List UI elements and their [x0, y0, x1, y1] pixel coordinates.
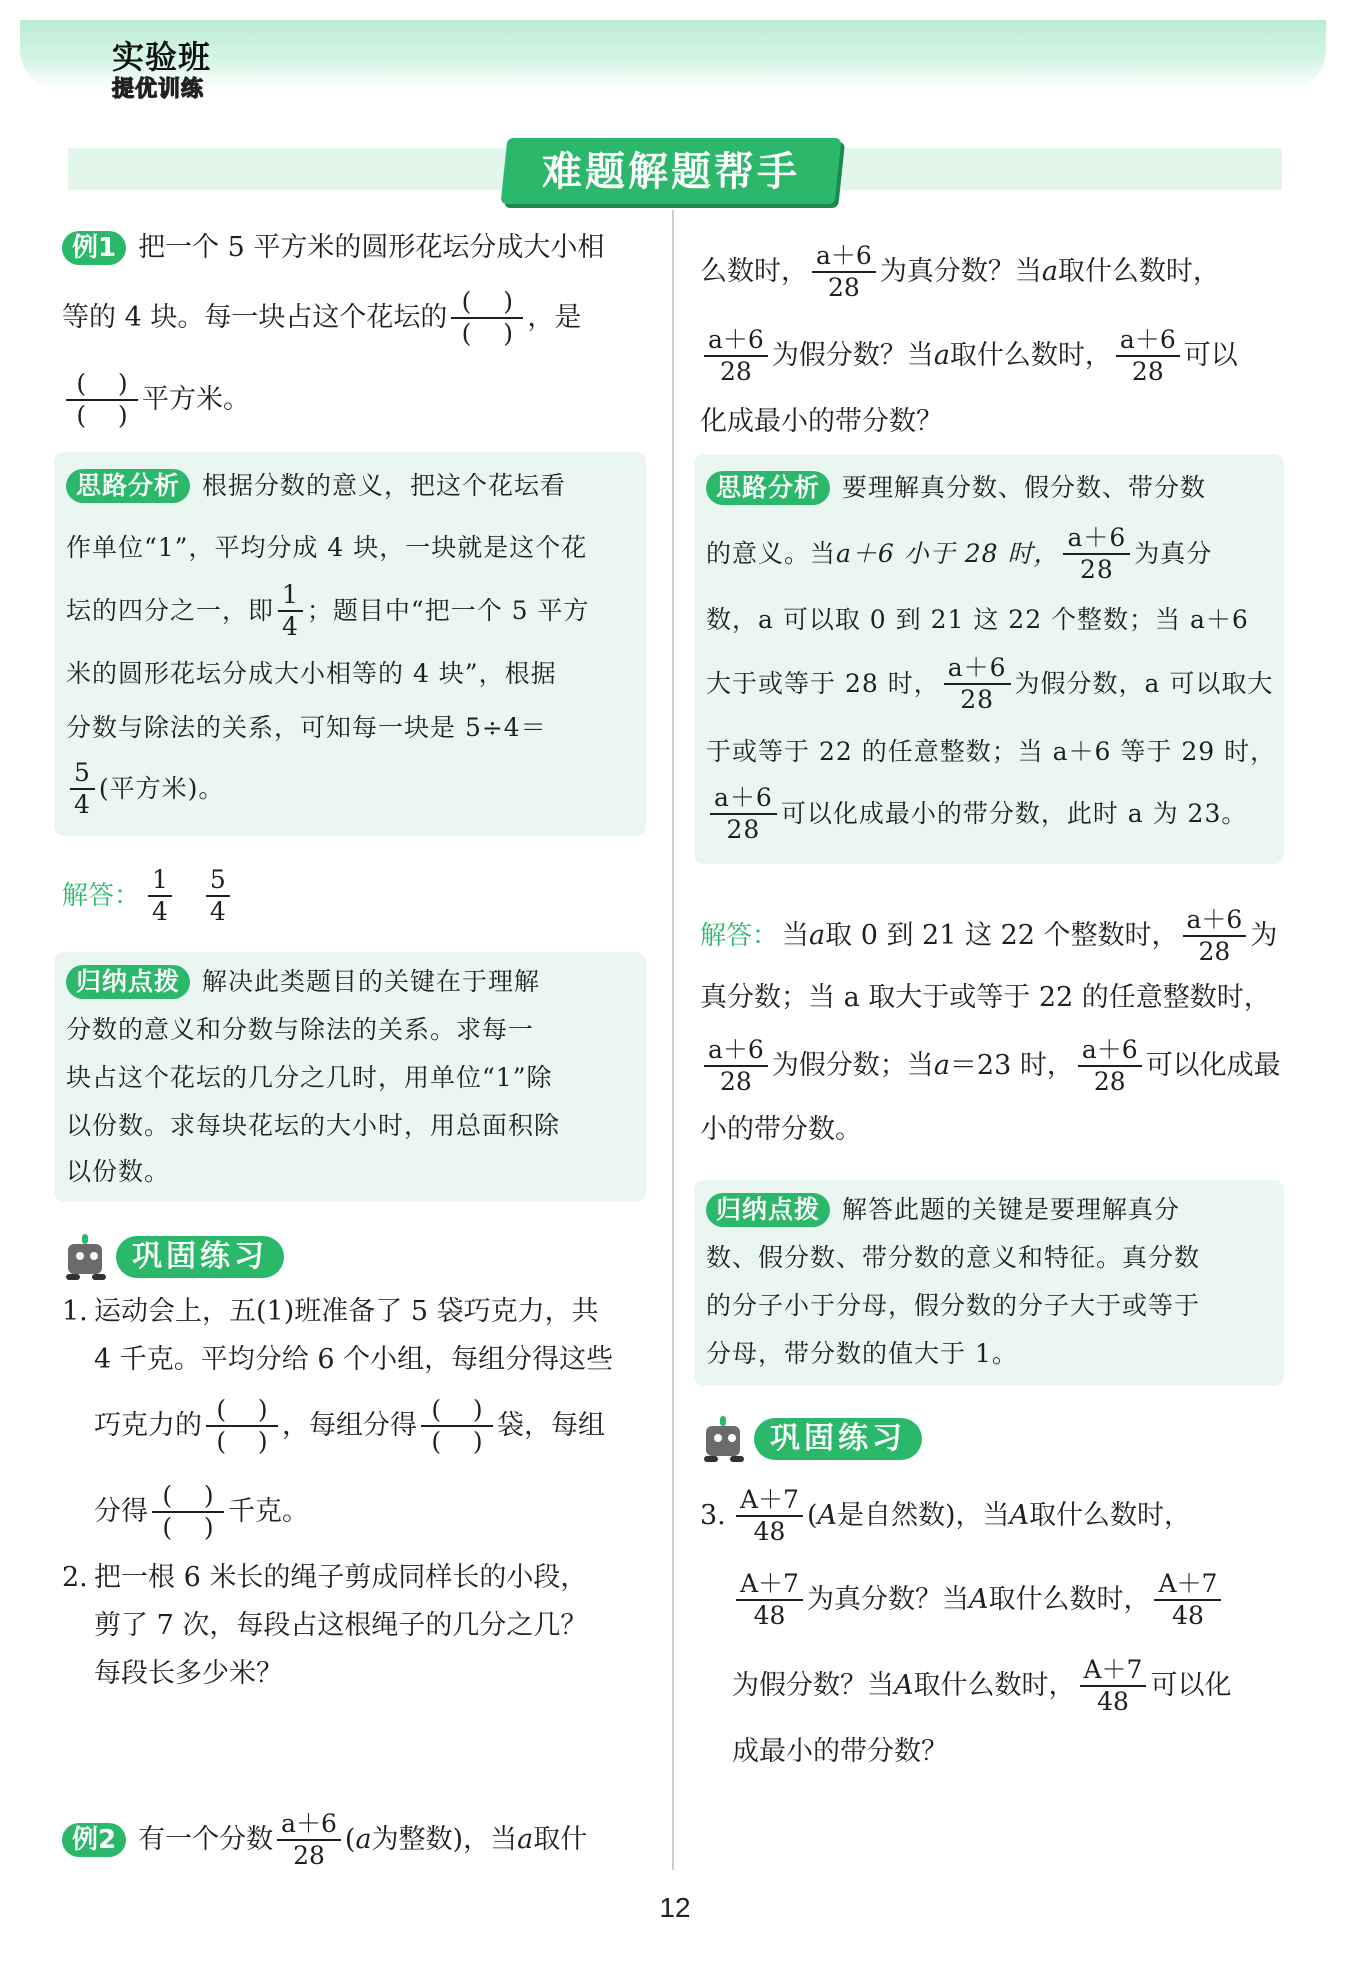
paren: ) — [503, 319, 513, 348]
numerator: a＋6 — [816, 240, 872, 270]
question-text: ( — [806, 1500, 818, 1531]
paren: ) — [117, 401, 128, 430]
answer-var: a — [933, 1050, 950, 1081]
denominator: 48 — [1097, 1687, 1129, 1716]
summary-label: 归纳点拨 — [66, 965, 190, 999]
q1-line2 — [94, 1338, 613, 1382]
ex2-text: 为真分数？当 — [879, 256, 1042, 287]
numerator: a＋6 — [708, 324, 764, 354]
analysis-text: (平方米)。 — [98, 774, 225, 803]
analysis-line — [706, 730, 1276, 774]
analysis-text: 为真分 — [1134, 539, 1213, 568]
denominator: 4 — [152, 897, 168, 926]
fraction-blank[interactable] — [152, 1480, 224, 1542]
denominator: 48 — [1172, 1601, 1204, 1630]
summary-text: 以份数。求每块花坛的大小时，用总面积除 — [66, 1111, 561, 1140]
answer-text: 取 0 到 21 这 22 个整数时， — [825, 920, 1179, 951]
numerator: A＋7 — [1083, 1654, 1143, 1684]
denominator: 28 — [720, 357, 752, 386]
question-text: 袋，每组 — [497, 1410, 605, 1441]
paren: ) — [203, 1513, 214, 1542]
summary-line — [706, 1284, 1200, 1328]
ex2-var: a — [517, 1824, 534, 1855]
paren: ( — [216, 1427, 227, 1456]
numerator: a＋6 — [1186, 904, 1243, 934]
page-number: 12 — [659, 1892, 691, 1923]
question-text: 每段长多少米？ — [94, 1658, 283, 1689]
fraction-blank[interactable] — [206, 1394, 278, 1456]
denominator: 28 — [726, 815, 761, 844]
summary-line — [66, 1104, 560, 1148]
fraction — [1116, 324, 1180, 386]
answer-label: 解答： — [700, 921, 779, 951]
summary-text: 解决此类题目的关键在于理解 — [202, 967, 541, 996]
summary-line — [66, 1150, 170, 1194]
answer-text: 小的带分数。 — [700, 1114, 862, 1145]
question-text: 分得 — [94, 1496, 148, 1527]
ex2-text: 为整数)，当 — [371, 1824, 518, 1855]
denominator: 28 — [293, 1841, 325, 1870]
paren: ) — [472, 1394, 483, 1424]
question-text: 4 千克。平均分给 6 个小组，每组分得这些 — [94, 1344, 614, 1375]
numerator: A＋7 — [740, 1568, 799, 1598]
question-text: 可以化 — [1150, 1670, 1232, 1701]
analysis-text: 可以化成最小的带分数，此时 a 为 23。 — [780, 799, 1248, 828]
analysis-text: 要理解真分数、假分数、带分数 — [842, 473, 1207, 502]
column-divider — [672, 210, 674, 1870]
question-text: 为假分数？当 — [732, 1670, 894, 1701]
summary-line — [66, 1008, 534, 1052]
ex1-line1 — [62, 226, 604, 270]
question-var: A — [968, 1584, 989, 1615]
ex2-text: 化成最小的带分数？ — [700, 406, 943, 437]
ex1-text: 把一个 5 平方米的圆形花坛分成大小相 — [138, 232, 605, 263]
example-2-tag: 例2 — [62, 1823, 126, 1857]
paren: ( — [76, 368, 87, 398]
analysis-line — [66, 579, 590, 641]
answer-text: 为假分数；当 — [771, 1050, 934, 1081]
numerator: a＋6 — [708, 1034, 764, 1064]
answer-text: 可以化成最 — [1145, 1050, 1281, 1081]
analysis-text: 作单位“1”，平均分成 4 块，一块就是这个花 — [66, 533, 588, 562]
analysis-line — [66, 526, 587, 570]
summary-line — [66, 960, 540, 1004]
fraction — [704, 1034, 768, 1096]
analysis-label: 思路分析 — [706, 471, 830, 505]
ex2-text: 有一个分数 — [138, 1824, 274, 1855]
ex1-line2 — [62, 286, 582, 348]
numerator: a＋6 — [714, 782, 773, 812]
answer-text: 当 — [782, 920, 810, 951]
numerator: 5 — [74, 757, 91, 787]
q3-line4 — [732, 1730, 948, 1774]
analysis-line — [706, 466, 1206, 510]
ex2-text: ( — [344, 1824, 356, 1855]
numerator: a＋6 — [947, 652, 1007, 682]
denominator: 28 — [1131, 357, 1164, 386]
q2-line3 — [94, 1652, 283, 1696]
fraction — [206, 864, 230, 926]
numerator: 5 — [209, 864, 226, 894]
summary-line — [66, 1056, 552, 1100]
question-text: 是自然数)，当 — [837, 1500, 1010, 1531]
denominator: 48 — [753, 1601, 786, 1630]
question-text: 取什么数时， — [1029, 1500, 1192, 1531]
answer-line — [700, 1034, 1281, 1098]
analysis-text: 分数与除法的关系，可知每一块是 5÷4＝ — [66, 713, 547, 742]
fraction-blank[interactable] — [451, 286, 523, 348]
ex2-line1 — [62, 1808, 587, 1872]
ex2-var: a — [933, 340, 950, 371]
answer-label: 解答： — [62, 881, 141, 911]
paren: ) — [503, 286, 513, 316]
analysis-text: 米的圆形花坛分成大小相等的 4 块”，根据 — [66, 659, 557, 688]
denominator: 28 — [828, 273, 860, 302]
numerator: 1 — [152, 864, 168, 894]
ex1-text: 平方米。 — [142, 384, 250, 415]
fraction — [148, 864, 172, 926]
analysis-line — [66, 706, 547, 750]
analysis-label: 思路分析 — [66, 469, 190, 503]
denominator: 28 — [1079, 555, 1114, 584]
fraction-blank[interactable] — [421, 1394, 493, 1456]
denominator: 28 — [1198, 937, 1231, 966]
fraction — [710, 782, 777, 844]
summary-panel-2 — [694, 1180, 1284, 1386]
summary-line — [706, 1188, 1180, 1232]
example-1-tag: 例1 — [62, 231, 126, 265]
paren: ) — [472, 1427, 483, 1456]
paren: ( — [76, 401, 87, 430]
fraction — [1063, 522, 1130, 584]
header-band — [20, 20, 1326, 90]
paren: ) — [203, 1480, 214, 1510]
summary-text: 分母，带分数的值大于 1。 — [706, 1339, 1018, 1368]
paren: ) — [257, 1427, 268, 1456]
paren: ( — [461, 286, 472, 316]
question-text: 剪了 7 次，每段占这根绳子的几分之几？ — [94, 1610, 588, 1641]
analysis-line — [66, 652, 557, 696]
answer-line — [700, 976, 1271, 1020]
denominator: 28 — [1093, 1067, 1126, 1096]
paren: ( — [162, 1480, 173, 1510]
q1-line1 — [62, 1290, 599, 1334]
robot-icon — [62, 1234, 112, 1280]
fraction — [812, 240, 876, 302]
denominator: 28 — [960, 685, 995, 714]
question-text: 取什么数时， — [988, 1584, 1151, 1615]
practice-header-1 — [62, 1232, 284, 1282]
numerator: A＋7 — [740, 1484, 799, 1514]
analysis-line — [706, 654, 1273, 714]
answer-text: 真分数；当 a 取大于或等于 22 的任意整数时， — [700, 982, 1271, 1013]
ex2-cont-line3 — [700, 400, 943, 444]
question-text: 运动会上，五(1)班准备了 5 袋巧克力，共 — [94, 1296, 599, 1327]
answer-text: 为 — [1250, 920, 1278, 951]
summary-text: 解答此题的关键是要理解真分 — [842, 1195, 1181, 1224]
analysis-panel-1 — [54, 452, 646, 836]
denominator: 4 — [74, 790, 91, 819]
denominator: 28 — [720, 1067, 752, 1096]
analysis-line — [66, 757, 225, 819]
numerator: a＋6 — [1081, 1034, 1138, 1064]
answer-line — [62, 864, 234, 928]
analysis-text: a＋6 小于 28 时， — [836, 539, 1060, 568]
analysis-panel-2 — [694, 454, 1284, 864]
paren: ( — [216, 1394, 227, 1424]
summary-line — [706, 1332, 1018, 1376]
analysis-text: 根据分数的意义，把这个花坛看 — [202, 471, 567, 500]
analysis-text: ；题目中“把一个 5 平方 — [306, 596, 590, 625]
analysis-text: 于或等于 22 的任意整数；当 a＋6 等于 29 时， — [706, 737, 1277, 766]
ex2-cont-line2 — [700, 324, 1238, 388]
ex2-text: 为假分数？当 — [771, 340, 934, 371]
summary-text: 块占这个花坛的几分之几时，用单位“1”除 — [66, 1063, 553, 1092]
paren: ) — [257, 1394, 268, 1424]
paren: ( — [431, 1394, 442, 1424]
ex2-text: 可以 — [1183, 340, 1238, 371]
fraction — [1078, 1034, 1142, 1096]
practice-title: 巩固练习 — [116, 1236, 284, 1278]
summary-text: 的分子小于分母，假分数的分子大于或等于 — [706, 1291, 1201, 1320]
denominator: 48 — [753, 1517, 786, 1546]
fraction — [70, 757, 95, 819]
question-text: 为真分数？当 — [806, 1584, 969, 1615]
robot-icon — [700, 1416, 750, 1462]
question-var: A — [894, 1670, 914, 1701]
question-number: 1. — [62, 1296, 88, 1327]
fraction-blank[interactable] — [66, 368, 138, 430]
fraction — [704, 324, 768, 386]
q1-line4 — [94, 1482, 309, 1542]
fraction — [1080, 1654, 1147, 1716]
numerator: a＋6 — [1119, 324, 1176, 354]
brand-main: 实验班 — [112, 38, 212, 76]
section-title: 难题解题帮手 — [542, 149, 800, 195]
analysis-text: 大于或等于 28 时， — [706, 669, 940, 698]
question-number: 2. — [62, 1562, 88, 1593]
question-text: 巧克力的 — [94, 1410, 202, 1441]
practice-header-2 — [700, 1414, 922, 1464]
analysis-text: 的意义。当 — [706, 539, 837, 568]
paren: ) — [117, 368, 128, 398]
analysis-text: 数，a 可以取 0 到 21 这 22 个整数；当 a＋6 — [706, 605, 1249, 634]
answer-line — [700, 1108, 862, 1152]
summary-panel-1 — [54, 952, 646, 1202]
fraction — [277, 1808, 341, 1870]
analysis-line — [706, 784, 1247, 844]
analysis-text: 为假分数，a 可以取大 — [1014, 669, 1274, 698]
ex2-text: 么数时， — [700, 256, 808, 287]
q3-line1 — [700, 1484, 1191, 1548]
q2-line1 — [62, 1556, 587, 1600]
ex2-text: 取什 — [533, 1824, 588, 1855]
answer-var: a — [809, 920, 826, 951]
analysis-line — [706, 598, 1249, 642]
q3-line3 — [732, 1654, 1231, 1718]
answer-line — [700, 906, 1277, 966]
ex1-text: ，是 — [527, 302, 582, 333]
ex1-text: 等的 4 块。每一块占这个花坛的 — [62, 302, 448, 333]
question-text: 取什么数时， — [913, 1670, 1076, 1701]
ex2-text: 取什么数时， — [949, 340, 1112, 371]
numerator: A＋7 — [1158, 1568, 1218, 1598]
fraction — [944, 652, 1011, 714]
question-text: 成最小的带分数？ — [732, 1736, 948, 1767]
summary-text: 分数的意义和分数与除法的关系。求每一 — [66, 1015, 535, 1044]
q2-line2 — [94, 1604, 587, 1648]
question-number: 3. — [700, 1500, 726, 1531]
numerator: a＋6 — [1067, 522, 1127, 552]
summary-text: 数、假分数、带分数的意义和特征。真分数 — [706, 1243, 1201, 1272]
analysis-line — [66, 464, 566, 508]
answer-text: ＝23 时， — [949, 1050, 1074, 1081]
question-text: 把一根 6 米长的绳子剪成同样长的小段， — [94, 1562, 588, 1593]
fraction — [736, 1484, 803, 1546]
ex2-text: 取什么数时， — [1057, 256, 1220, 287]
paren: ( — [162, 1513, 173, 1542]
fraction — [1183, 904, 1247, 966]
denominator: 4 — [209, 897, 226, 926]
fraction — [278, 579, 303, 641]
q1-line3 — [94, 1396, 605, 1456]
analysis-text: 坛的四分之一，即 — [66, 596, 275, 625]
summary-text: 以份数。 — [66, 1157, 171, 1186]
ex2-cont-line1 — [700, 240, 1220, 304]
question-text: ，每组分得 — [282, 1410, 417, 1441]
summary-label: 归纳点拨 — [706, 1193, 830, 1227]
ex1-line3 — [62, 368, 250, 430]
numerator: 1 — [282, 579, 299, 609]
fraction — [736, 1568, 803, 1630]
ex2-var: a — [1041, 256, 1058, 287]
numerator: a＋6 — [281, 1808, 337, 1838]
paren: ( — [461, 319, 472, 348]
brand-sub: 提优训练 — [112, 77, 205, 102]
question-var: A — [1009, 1500, 1030, 1531]
question-text: 千克。 — [228, 1496, 309, 1527]
paren: ( — [431, 1427, 442, 1456]
q3-line2 — [732, 1568, 1225, 1632]
practice-title: 巩固练习 — [754, 1418, 922, 1460]
question-var: A — [817, 1500, 838, 1531]
ex2-var: a — [355, 1824, 372, 1855]
summary-line — [706, 1236, 1200, 1280]
denominator: 4 — [282, 612, 299, 641]
fraction — [1154, 1568, 1221, 1630]
analysis-line — [706, 524, 1212, 584]
